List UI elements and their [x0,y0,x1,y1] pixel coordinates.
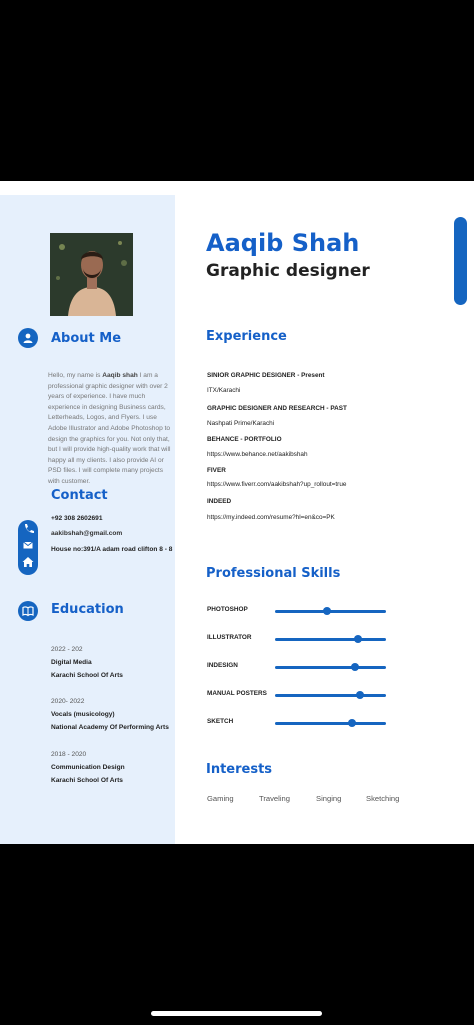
name-heading: Aaqib Shah [206,229,360,257]
skills-heading: Professional Skills [206,566,341,581]
skill-bar [275,666,386,669]
education-school: Karachi School Of Arts [51,672,123,679]
education-school: National Academy Of Performing Arts [51,724,169,731]
experience-link[interactable]: https://www.fiverr.com/aakibshah?up_rollout=true [207,481,347,488]
contact-email: aakibshah@gmail.com [51,530,123,537]
experience-detail: Nashpati Prime/Karachi [207,420,275,427]
about-text: Hello, my name is Aaqib shah I am a professional graphic designer with over 2 years of experience. I have much experience in designing Business cards, Letterheads, Logos, and Flyers. I use Adobe Illustrator and Adobe Photoshop to design the graphics for you. Not only that, but I will provide high-quality work that will happy all my clients. I also provide AI or PSD files. I will complete many projects with customer. [48,372,171,485]
experience-role: GRAPHIC DESIGNER AND RESEARCH - PAST [207,405,347,412]
skill-level-dot [351,663,359,671]
experience-role: BEHANCE - PORTFOLIO [207,436,282,443]
education-degree: Digital Media [51,659,92,666]
skill-label: PHOTOSHOP [207,606,248,613]
education-years: 2022 - 202 [51,646,83,653]
about-name: Aaqib shah [102,372,138,379]
skill-bar [275,722,386,725]
experience-detail: ITX/Karachi [207,387,241,394]
contact-phone: +92 308 2602691 [51,515,103,522]
skill-bar [275,638,386,641]
interest-item: Singing [316,794,342,803]
skill-label: INDESIGN [207,662,238,669]
resume-page [0,181,474,844]
skill-label: MANUAL POSTERS [207,690,267,697]
skill-label: ILLUSTRATOR [207,634,252,641]
home-icon [23,557,34,567]
interest-item: Traveling [259,794,290,803]
home-indicator[interactable] [151,1011,322,1016]
experience-link[interactable]: https://www.behance.net/aakibshah [207,451,308,458]
experience-link[interactable]: https://my.indeed.com/resume?hl=en&co=PK [207,514,335,521]
scroll-indicator[interactable] [454,217,467,305]
experience-role: INDEED [207,498,232,505]
contact-heading: Contact [51,488,108,503]
contact-address: House no:391/A adam road clifton 8 - 8 [51,546,173,553]
skill-bar [275,694,386,697]
interest-item: Sketching [366,794,400,803]
education-heading: Education [51,602,124,617]
skill-level-dot [354,635,362,643]
skill-level-dot [323,607,331,615]
experience-role: SINIOR GRAPHIC DESIGNER - Present [207,372,325,379]
education-years: 2018 - 2020 [51,751,87,758]
experience-role: FIVER [207,467,226,474]
education-years: 2020- 2022 [51,698,85,705]
job-title: Graphic designer [206,261,370,281]
contact-icon-bar [18,520,38,575]
skill-label: SKETCH [207,718,234,725]
skill-level-dot [356,691,364,699]
education-degree: Vocals (musicology) [51,711,115,718]
resume-sidebar [0,195,175,844]
interests-heading: Interests [206,762,273,777]
about-heading: About Me [51,331,122,346]
book-icon [18,601,38,621]
skill-level-dot [348,719,356,727]
education-degree: Communication Design [51,764,125,771]
skill-bar [275,610,386,613]
education-school: Karachi School Of Arts [51,777,123,784]
experience-heading: Experience [206,329,287,344]
interest-item: Gaming [207,794,234,803]
profile-photo [50,233,133,316]
user-icon [18,328,38,348]
phone-icon [25,524,34,533]
